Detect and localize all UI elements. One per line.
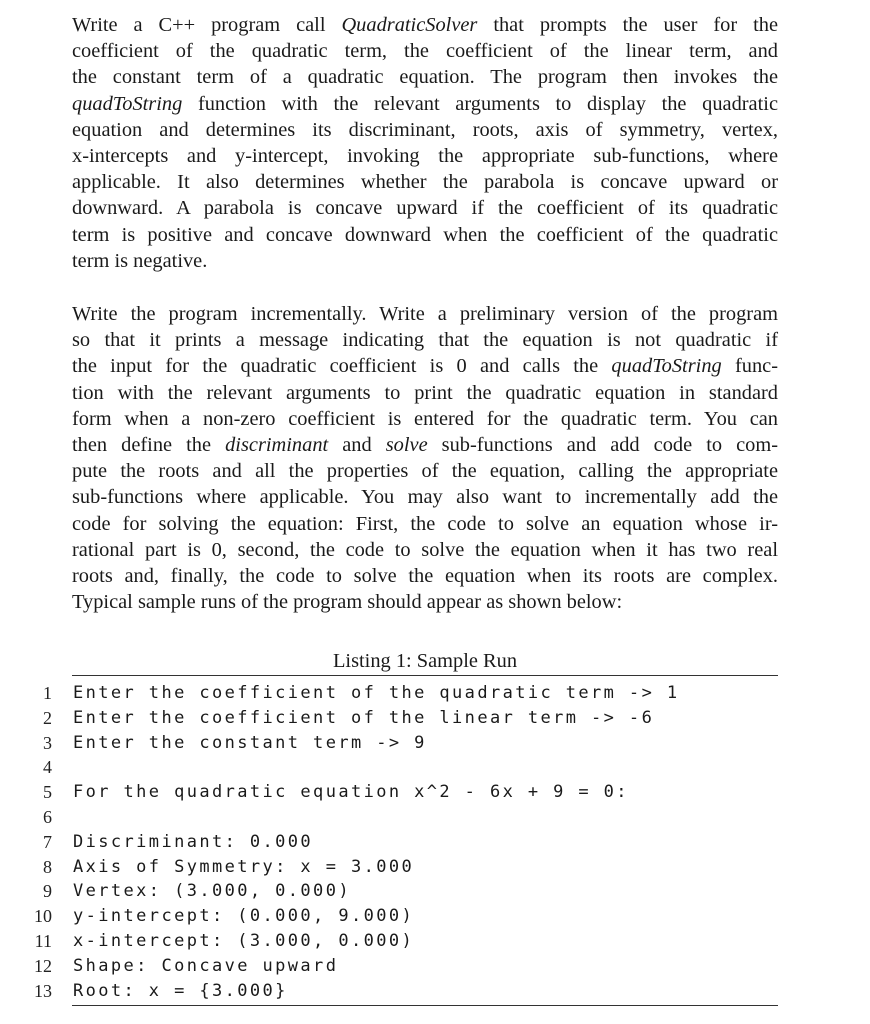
- line-number: 13: [34, 980, 52, 1001]
- line-number: 9: [43, 881, 52, 902]
- code-line: [0, 755, 870, 780]
- code-text: Root: x = {3.000}: [73, 980, 288, 1001]
- line-number: 1: [43, 683, 52, 703]
- code-line: [0, 904, 870, 929]
- code-line: [0, 979, 870, 1004]
- emphasized-term: discriminant: [225, 433, 329, 456]
- paragraph-line: sub-functions where applicable. You may also want to incrementally add the: [72, 486, 778, 509]
- code-line: [0, 706, 870, 731]
- paragraph-line: x-intercepts and y-intercept, invoking the appropriate sub-functions, where: [72, 144, 778, 167]
- paragraph-line: then define the discriminant and solve sub-functions and add code to com-: [72, 433, 778, 456]
- paragraph-line: pute the roots and all the properties of the equation, calling the appropriate: [72, 460, 778, 483]
- listing-top-rule: [72, 675, 778, 676]
- line-number: 2: [43, 707, 52, 728]
- paragraph-line: Write the program incrementally. Write a preliminary version of the program: [72, 303, 778, 325]
- listing-bottom-rule: [72, 1005, 778, 1006]
- code-line: [0, 879, 870, 904]
- paragraph-line: code for solving the equation: First, the code to solve an equation whose ir-: [72, 512, 778, 535]
- code-text: Axis of Symmetry: x = 3.000: [73, 856, 415, 877]
- code-line: [0, 805, 870, 830]
- line-number: 4: [43, 757, 52, 778]
- paragraph-line: tion with the relevant arguments to print the quadratic equation in standard: [72, 381, 778, 404]
- paragraph-line: term is negative.: [72, 249, 208, 272]
- listing-caption: Listing 1: Sample Run: [332, 650, 518, 672]
- code-listing: [0, 681, 870, 1003]
- line-number: 7: [43, 831, 52, 852]
- line-number: 3: [43, 732, 52, 753]
- line-number: 5: [43, 782, 52, 803]
- code-line: [0, 929, 870, 954]
- paragraph-line: the constant term of a quadratic equation. The program then invokes the: [72, 66, 778, 89]
- paragraph-intro: [72, 12, 778, 274]
- code-line: [0, 830, 870, 855]
- code-text: Vertex: (3.000, 0.000): [73, 881, 351, 902]
- emphasized-term: solve: [385, 433, 428, 456]
- code-text: Enter the constant term -> 9: [73, 732, 427, 753]
- code-text: For the quadratic equation x^2 - 6x + 9 = 0:: [73, 782, 629, 803]
- code-text: y-intercept: (0.000, 9.000): [73, 906, 415, 927]
- paragraph-line: so that it prints a message indicating that the equation is not quadratic if: [72, 329, 778, 352]
- emphasized-term: quadToString: [611, 355, 722, 378]
- code-text: x-intercept: (3.000, 0.000): [73, 930, 415, 951]
- paragraph-line: term is positive and concave downward when the coefficient of the quadratic: [72, 223, 778, 246]
- paragraph-instructions: [72, 301, 778, 615]
- emphasized-term: quadToString: [72, 92, 183, 115]
- paragraph-line: the input for the quadratic coefficient is 0 and calls the quadToString func-: [72, 355, 778, 378]
- code-text: Discriminant: 0.000: [73, 831, 314, 852]
- paragraph-line: Typical sample runs of the program should appear as shown below:: [72, 591, 623, 614]
- paragraph-line: Write a C++ program call QuadraticSolver that prompts the user for the: [72, 14, 778, 36]
- code-line: [0, 681, 870, 706]
- paragraph-line: coefficient of the quadratic term, the coefficient of the linear term, and: [72, 40, 778, 63]
- line-number: 6: [43, 806, 52, 827]
- paragraph-line: equation and determines its discriminant, roots, axis of symmetry, vertex,: [72, 118, 778, 141]
- code-text: Shape: Concave upward: [73, 955, 339, 976]
- code-line: [0, 731, 870, 756]
- paragraph-line: downward. A parabola is concave upward if the coefficient of its quadratic: [72, 197, 778, 220]
- line-number: 12: [34, 955, 52, 976]
- code-line: [0, 780, 870, 805]
- paragraph-line: applicable. It also determines whether the parabola is concave upward or: [72, 171, 778, 194]
- emphasized-term: QuadraticSolver: [341, 14, 478, 36]
- line-number: 8: [43, 856, 52, 877]
- code-line: [0, 954, 870, 979]
- paragraph-line: rational part is 0, second, the code to solve the equation when it has two real: [72, 538, 778, 561]
- line-number: 10: [34, 906, 52, 927]
- code-text: Enter the coefficient of the linear term -> -6: [73, 707, 655, 728]
- paragraph-line: roots and, finally, the code to solve the equation when its roots are complex.: [72, 564, 778, 587]
- line-number: 11: [34, 930, 52, 951]
- code-text: Enter the coefficient of the quadratic term -> 1: [73, 683, 680, 703]
- paragraph-line: quadToString function with the relevant arguments to display the quadratic: [72, 92, 778, 115]
- paragraph-line: form when a non-zero coefficient is entered for the quadratic term. You can: [72, 407, 778, 430]
- code-line: [0, 855, 870, 880]
